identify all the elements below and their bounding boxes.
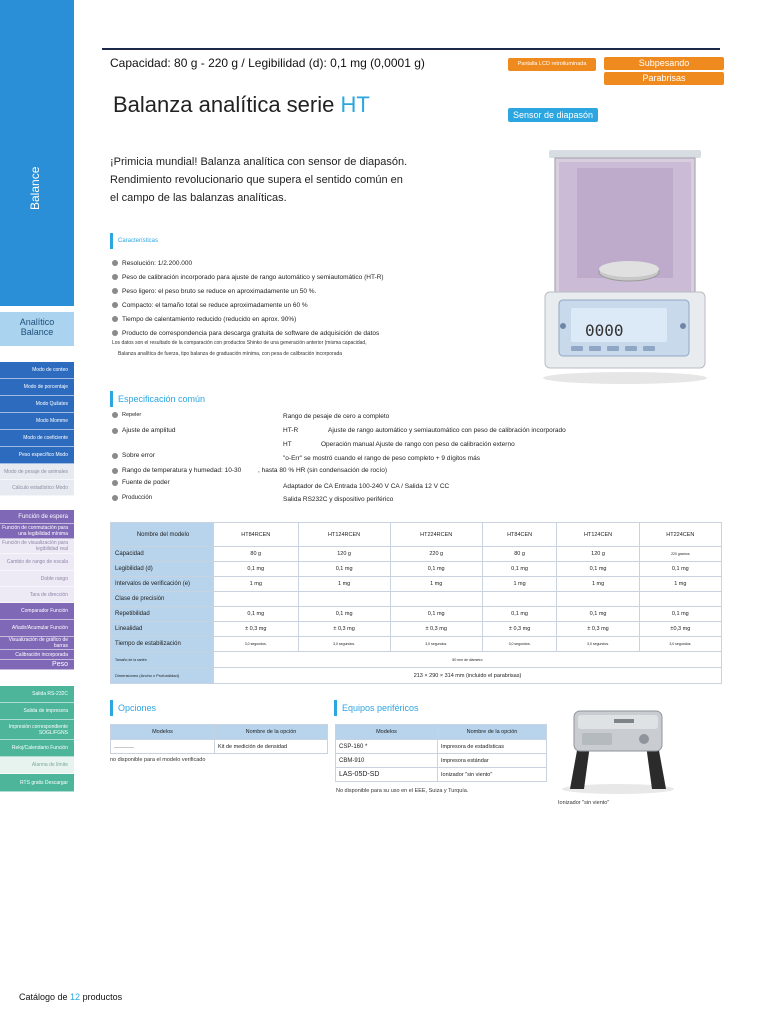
row-label: Dimensiones (Ancho x Profundidad) [111,668,214,684]
menu-item-grafico-barras: Visualización de gráfico de barras [0,637,74,650]
feature-text: Compacto: el tamaño total se reduce aproximadamente un 60 % [122,301,308,309]
spec-htr-key: HT-R [283,427,299,434]
menu-item-pesaje-animales: Modo de pesaje de animales [0,464,74,480]
features-heading [110,233,158,249]
bullet-icon [112,316,118,322]
spec-produccion-value: Salida RS232C y dispositivo periférico [283,496,394,503]
ionizer-product-image [556,699,680,797]
model-name: HT84RCEN [214,523,299,547]
table-cell: 1 mg [390,577,482,592]
table-header-row [111,725,328,740]
feature-item [112,270,512,284]
spec-fuente-label: Fuente de poder [122,479,170,486]
feature-item [112,256,512,270]
tag-parabrisas: Parabrisas [604,72,724,85]
capacity-line: Capacidad: 80 g - 220 g / Legibilidad (d): 0,1 mg (0,0001 g) [110,56,425,70]
spec-temp-label: Rango de temperatura y humedad: 10-30 [122,467,242,474]
model-name: HT84CEN [482,523,557,547]
table-row [111,622,722,637]
feature-item [112,326,512,340]
table-cell: 3,0 segundos. [557,637,639,652]
table-row [111,637,722,652]
table-row [336,740,547,754]
intro-text [110,153,440,207]
peripheral-model: LAS-05D-SD [336,768,438,782]
page-number: 12 [70,992,81,1002]
features-list [112,256,512,340]
row-label: Clase de precisión [111,592,214,607]
table-cell: ± 0,3 mg [214,622,299,637]
bullet-icon [112,260,118,266]
table-cell: 0,1 mg [639,607,721,622]
bullet-icon [112,428,118,434]
table-cell [482,592,557,607]
category-tab-label: Balance [28,166,42,210]
model-spec-table [110,522,722,684]
table-row [111,740,328,754]
menu-item-espera: Función de espera [0,510,74,524]
menu-item-comparador: Comparador Función [0,603,74,620]
subcategory-line2: Balance [20,327,54,337]
peripheral-name: Impresora estándar [438,754,547,768]
table-cell: 1 mg [214,577,299,592]
table-row [111,577,722,592]
table-cell: 0,1 mg [390,607,482,622]
feature-text: Producto de correspondencia para descarga gratuita de software de adquisición de datos [122,329,380,337]
bullet-icon [112,495,118,501]
table-cell: 0,1 mg [214,562,299,577]
menu-item-quilates: Modo Quilates [0,396,74,413]
peripherals-heading [334,700,419,716]
balance-product-image [537,150,713,386]
col-name: Nombre de la opción [215,725,328,740]
spec-error [112,452,155,459]
table-row [111,652,722,668]
peripherals-note: No disponible para su uso en el EEE, Suiza y Turquía. [336,788,469,794]
table-cell [214,592,299,607]
table-row [111,547,722,562]
feature-item [112,298,512,312]
spec-temp [112,467,241,474]
menu-item-peso: Peso [0,660,74,670]
menu-item-acumular: Añadir/Acumular Función [0,620,74,637]
table-cell: ±0,3 mg [639,622,721,637]
menu-item-doble-rango: Doble rango [0,571,74,587]
section-accent-bar [110,233,113,249]
table-cell: 3,0 segundos. [390,637,482,652]
table-cell: 0,1 mg [557,607,639,622]
options-heading [110,700,156,716]
peripheral-name: Impresora de estadísticas [438,740,547,754]
table-cell: 1 mg [557,577,639,592]
tag-lcd: Pantalla LCD retroiluminada [508,58,596,71]
spec-ht-key: HT [283,441,292,448]
col-models: Modelos [336,725,438,740]
table-cell: 0,1 mg [557,562,639,577]
footer-text-after: productos [80,992,123,1002]
spec-fuente [112,479,170,486]
spec-heading-text: Especificación común [118,394,206,404]
col-name: Nombre de la opción [438,725,547,740]
table-cell: 1 mg [482,577,557,592]
menu-item-momme: Modo Momme [0,413,74,430]
menu-item-reloj: Reloj/Calendario Función [0,740,74,757]
table-cell: ± 0,3 mg [390,622,482,637]
options-heading-text: Opciones [118,703,157,713]
bullet-icon [112,330,118,336]
peripherals-heading-text: Equipos periféricos [342,703,419,713]
table-cell: 80 g [482,547,557,562]
table-row [111,592,722,607]
spec-ht-value: Operación manual Ajuste de rango con peso de calibración externo [321,441,515,448]
spec-temp-value: , hasta 80 % HR (sin condensación de rocío) [258,467,387,474]
row-label: Legibilidad (d) [111,562,214,577]
category-tab[interactable] [0,0,74,306]
peripherals-table [335,724,547,782]
features-note-1: Los datos son el resultado de la comparación con productos Shinko de una generación anterior (misma capacidad, [112,340,367,346]
table-cell: 0,1 mg [298,562,390,577]
table-cell: ± 0,3 mg [482,622,557,637]
table-cell: 0,1 mg [482,607,557,622]
ionizer-caption: Ionizador "sin viento" [558,800,610,806]
table-cell: 3,0 segundos. [639,637,721,652]
bullet-icon [112,480,118,486]
spec-repeler-label: Repeler [122,412,142,418]
peripheral-model: CSP-160 * [336,740,438,754]
feature-text: Peso ligero: el peso bruto se reduce en aproximadamente un 50 %. [122,287,317,295]
title-accent: HT [340,92,370,117]
table-cell: 3,0 segundos. [298,637,390,652]
model-name: HT224CEN [639,523,721,547]
spec-produccion [112,495,152,501]
table-row [111,668,722,684]
table-cell: 3,0 segundos. [482,637,557,652]
model-name: HT124CEN [557,523,639,547]
table-cell: 0,1 mg [482,562,557,577]
table-cell: 0,1 mg [390,562,482,577]
menu-item-sogl: Impresión correspondiente SOGL/FGNS [0,720,74,740]
feature-text: Peso de calibración incorporado para ajuste de rango automático y semiautomático (HT-R) [122,273,384,281]
table-header-row [336,725,547,740]
table-cell: 213 × 290 × 314 mm (incluido el parabrisas) [214,668,722,684]
menu-item-impresora: Salida de impresora [0,703,74,720]
weighing-modes-menu [0,362,74,496]
table-cell: 220 g [390,547,482,562]
peripheral-model: CBM-910 [336,754,438,768]
feature-item [112,312,512,326]
menu-item-cambio-rango: Cambio de rango de escala [0,554,74,571]
table-header-row [111,523,722,547]
row-label: Repetibilidad [111,607,214,622]
features-heading-text: Características [118,238,159,244]
bullet-icon [112,288,118,294]
intro-line-1: ¡Primicia mundial! Balanza analítica con sensor de diapasón. [110,156,408,168]
feature-item [112,284,512,298]
table-cell: 80 mm de diámetro [214,652,722,668]
bullet-icon [112,453,118,459]
table-cell: 120 g [298,547,390,562]
functions-menu [0,510,74,670]
table-row [336,754,547,768]
spec-repeler [112,412,141,418]
menu-item-coeficiente: Modo de coeficiente [0,430,74,447]
table-row [336,768,547,782]
spec-repeler-value: Rango de pesaje de cero a completo [283,413,390,420]
intro-line-3: el campo de las balanzas analíticas. [110,192,287,204]
menu-item-calibracion: Calibración incorporada [0,650,74,660]
options-table [110,724,328,754]
table-cell [557,592,639,607]
table-cell: 1 mg [298,577,390,592]
bullet-icon [112,468,118,474]
interfaces-menu [0,686,74,792]
table-cell: ± 0,3 mg [298,622,390,637]
table-header-label: Nombre del modelo [111,523,214,547]
feature-text: Tiempo de calentamiento reducido (reducido en aprox. 90%) [122,315,297,323]
subcategory-line1: Analítico [19,317,55,327]
page-title [113,92,370,118]
option-name: Kit de medición de densidad [215,740,328,754]
features-note-2: Balanza analítica de fuerza, tipo balanza de graduación mínima, con pesa de calibración incorporada [118,351,343,357]
menu-item-porcentaje: Modo de porcentaje [0,379,74,396]
options-note: no disponible para el modelo verificado [110,757,206,763]
section-accent-bar [110,700,113,716]
menu-item-legibilidad-real: Función de visualización para legibilidad real [0,539,74,554]
svg-text:0000: 0000 [585,321,624,340]
subcategory-label [0,312,74,346]
table-row [111,607,722,622]
spec-error-value: "o-Err" se mostró cuando el rango de peso completo + 9 dígitos más [283,455,481,462]
intro-line-2: Rendimiento revolucionario que supera el sentido común en [110,174,403,186]
spec-error-label: Sobre error [122,452,155,459]
row-label: Intervalos de verificación (e) [111,577,214,592]
tag-sensor: Sensor de diapasón [508,108,598,122]
row-label: Tiempo de estabilización [111,637,214,652]
peripheral-name: Ionizador "sin viento" [438,768,547,782]
menu-item-conteo: Modo de conteo [0,362,74,379]
table-row [111,562,722,577]
spec-fuente-value: Adaptador de CA Entrada 100-240 V CA / Salida 12 V CC [283,483,450,490]
spec-ajuste [112,427,175,434]
menu-item-rs232c: Salida RS-232C [0,686,74,703]
row-label: Linealidad [111,622,214,637]
menu-item-estadistico: Cálculo estadístico Modo [0,480,74,496]
feature-text: Resolución: 1/2.200.000 [122,259,193,267]
row-label: Tamaño de la sartén [111,652,214,668]
table-cell [298,592,390,607]
spec-htr-value: Ajuste de rango automático y semiautomático con peso de calibración incorporado [328,427,566,434]
table-cell: 3,0 segundos. [214,637,299,652]
bullet-icon [112,412,118,418]
row-label: Capacidad [111,547,214,562]
table-cell: 80 g [214,547,299,562]
table-cell: 0,1 mg [298,607,390,622]
footer-text-before: Catálogo de [19,992,71,1002]
menu-item-legibilidad-minima: Función de conmutación para una legibilidad mínima [0,524,74,539]
menu-item-rts: RTS gratis Descargar [0,774,74,792]
menu-item-peso-especifico: Peso específico Modo [0,447,74,464]
table-cell: ± 0,3 mg [557,622,639,637]
table-cell: 1 mg [639,577,721,592]
title-main: Balanza analítica serie [113,92,341,117]
section-accent-bar [110,391,113,407]
bullet-icon [112,302,118,308]
spec-heading [110,391,205,407]
section-accent-bar [334,700,337,716]
table-cell: 220 gramos [639,547,721,562]
table-cell [639,592,721,607]
spec-produccion-label: Producción [122,495,153,501]
model-name: HT224RCEN [390,523,482,547]
table-cell: 120 g [557,547,639,562]
table-cell: 0,1 mg [639,562,721,577]
tag-subpesando: Subpesando [604,57,724,70]
model-name: HT124RCEN [298,523,390,547]
spec-ajuste-label: Ajuste de amplitud [122,427,176,434]
option-model: ————— [111,740,215,754]
bullet-icon [112,274,118,280]
menu-item-alarma: Alarma de límite [0,757,74,774]
page-footer [19,992,122,1002]
table-cell: 0,1 mg [214,607,299,622]
table-cell [390,592,482,607]
col-models: Modelos [111,725,215,740]
menu-item-tara-direccion: Tara de dirección [0,587,74,603]
